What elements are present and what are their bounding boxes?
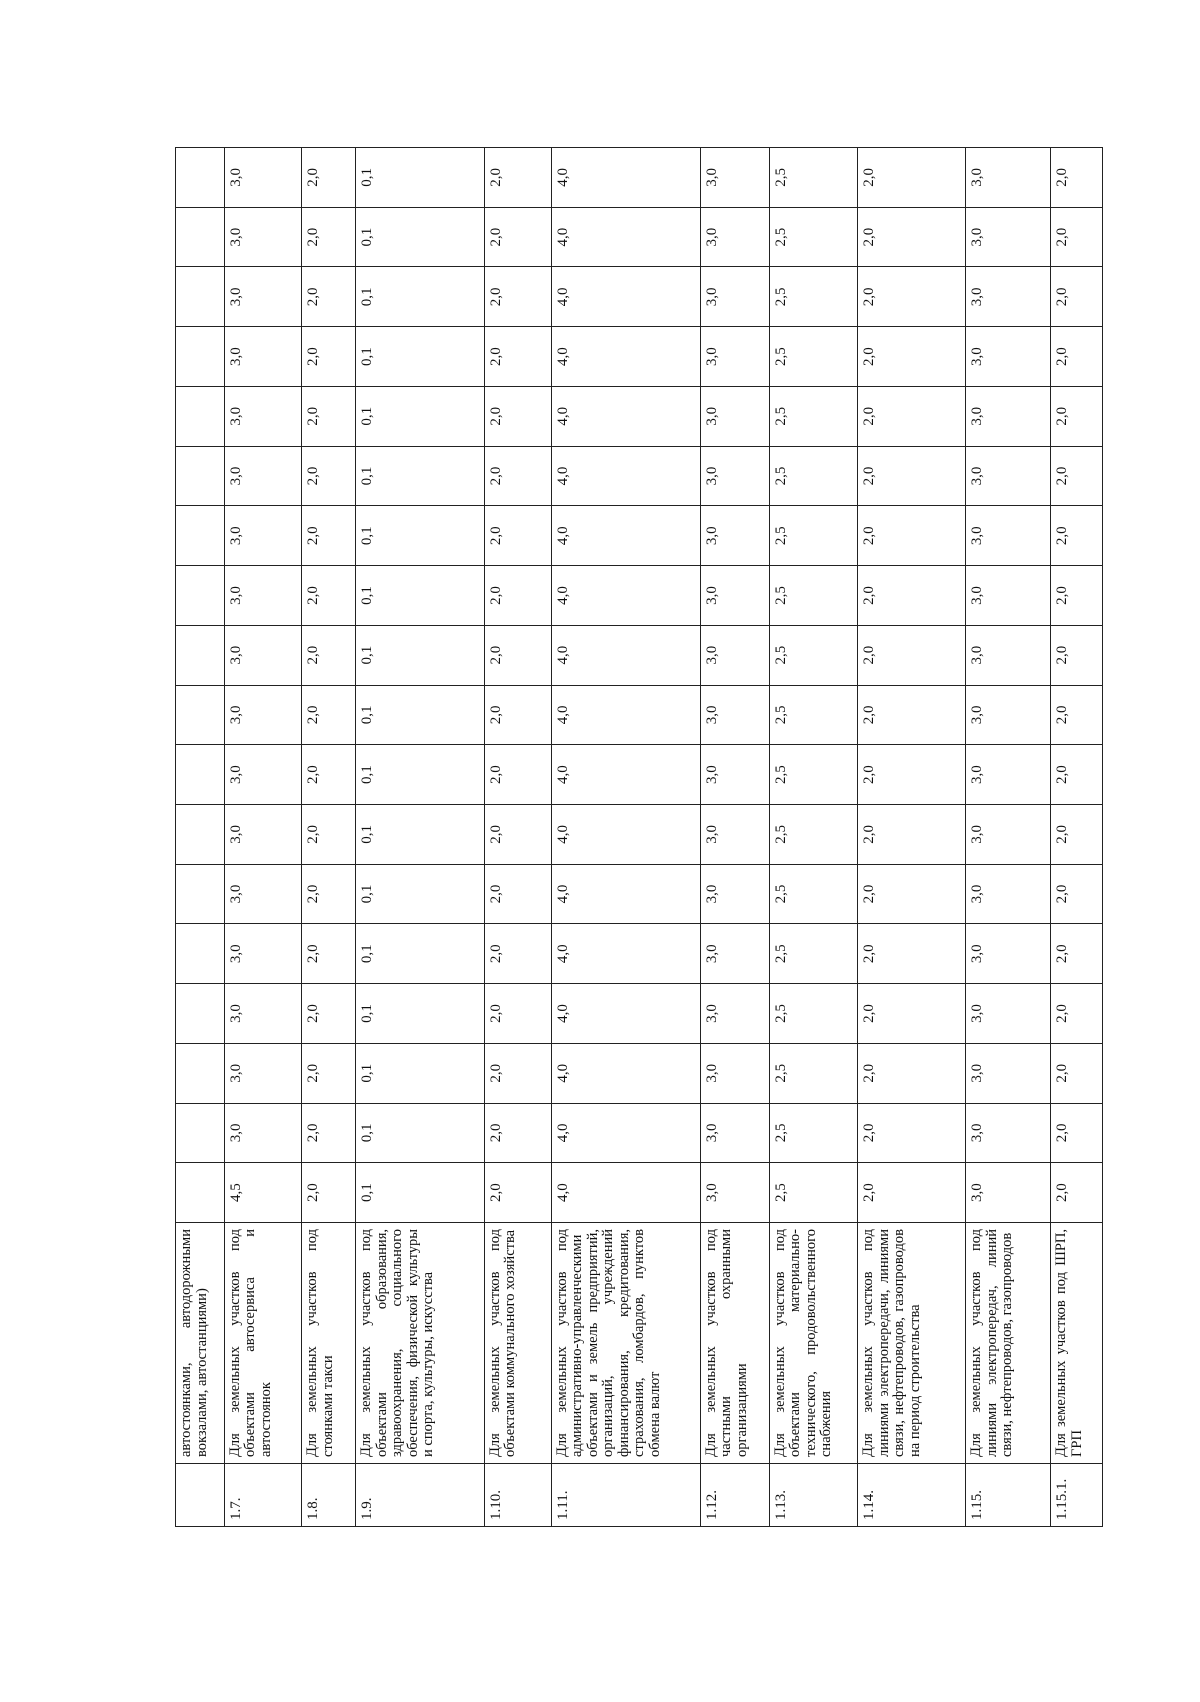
coefficient-cell: 2,0: [1051, 1163, 1103, 1223]
coefficient-cell: 2,0: [302, 148, 356, 208]
coefficient-cell: 3,0: [966, 745, 1051, 805]
coefficient-cell: 2,0: [1051, 506, 1103, 566]
coefficient-cell: 3,0: [224, 625, 301, 685]
coefficient-cell: 2,5: [769, 745, 858, 805]
coefficient-cell: 3,0: [966, 446, 1051, 506]
coefficient-cell: 0,1: [356, 1043, 485, 1103]
table-row: [176, 148, 225, 1527]
coefficient-cell: 2,0: [302, 207, 356, 267]
coefficient-cell: 3,0: [700, 864, 769, 924]
coefficient-cell: [176, 685, 225, 745]
coefficient-cell: 3,0: [966, 1163, 1051, 1223]
coefficient-cell: 2,0: [1051, 1043, 1103, 1103]
coefficient-cell: 0,1: [356, 984, 485, 1044]
coefficient-cell: 3,0: [966, 685, 1051, 745]
coefficient-cell: [176, 566, 225, 626]
coefficient-cell: 3,0: [700, 207, 769, 267]
coefficient-cell: 3,0: [224, 148, 301, 208]
coefficient-cell: 2,5: [769, 207, 858, 267]
coefficient-cell: 2,0: [858, 386, 966, 446]
coefficient-cell: 4,0: [551, 506, 700, 566]
row-number: 1.13.: [769, 1464, 858, 1527]
coefficient-cell: 0,1: [356, 804, 485, 864]
row-description: Для земельных участков под линиями электропередачи, линиями связи, нефтепроводов, газопроводов на период строительства: [858, 1223, 966, 1464]
coefficient-cell: 2,0: [858, 327, 966, 387]
coefficient-cell: 2,5: [769, 864, 858, 924]
coefficient-cell: 4,0: [551, 1163, 700, 1223]
coefficient-cell: 0,1: [356, 446, 485, 506]
coefficient-cell: 2,0: [302, 267, 356, 327]
coefficient-cell: 2,0: [302, 625, 356, 685]
coefficient-cell: 2,0: [858, 625, 966, 685]
table-row: [551, 148, 700, 1527]
row-number: 1.10.: [484, 1464, 551, 1527]
coefficient-cell: [176, 625, 225, 685]
coefficient-cell: 2,5: [769, 148, 858, 208]
coefficient-cell: 2,0: [302, 446, 356, 506]
coefficient-cell: [176, 924, 225, 984]
coefficient-cell: 0,1: [356, 267, 485, 327]
row-description: Для земельных участков под объектами коммунального хозяйства: [484, 1223, 551, 1464]
coefficient-cell: 2,0: [858, 745, 966, 805]
coefficient-cell: 3,0: [224, 327, 301, 387]
table-row: [356, 148, 485, 1527]
coefficient-cell: 3,0: [224, 1043, 301, 1103]
coefficient-cell: 2,0: [858, 924, 966, 984]
coefficient-cell: 3,0: [966, 804, 1051, 864]
coefficient-cell: 2,0: [858, 446, 966, 506]
coefficient-cell: 2,0: [1051, 148, 1103, 208]
coefficient-cell: [176, 446, 225, 506]
coefficient-cell: 2,5: [769, 1163, 858, 1223]
table-row: [224, 148, 301, 1527]
coefficient-cell: 4,0: [551, 864, 700, 924]
coefficient-cell: 0,1: [356, 685, 485, 745]
coefficient-cell: 3,0: [224, 745, 301, 805]
coefficient-cell: 2,0: [858, 1103, 966, 1163]
coefficient-cell: 3,0: [224, 446, 301, 506]
coefficient-cell: 2,0: [1051, 804, 1103, 864]
coefficient-cell: 2,0: [858, 984, 966, 1044]
coefficient-cell: 2,0: [484, 1043, 551, 1103]
row-number: 1.8.: [302, 1464, 356, 1527]
coefficient-cell: 4,0: [551, 804, 700, 864]
coefficient-cell: 3,0: [700, 685, 769, 745]
coefficient-cell: 2,0: [302, 745, 356, 805]
coefficient-cell: 3,0: [700, 1043, 769, 1103]
coefficient-cell: 3,0: [966, 267, 1051, 327]
coefficient-cell: 2,0: [1051, 1103, 1103, 1163]
coefficient-cell: [176, 1043, 225, 1103]
coefficient-cell: 3,0: [700, 267, 769, 327]
coefficient-cell: 3,0: [224, 685, 301, 745]
coefficient-cell: 2,0: [302, 984, 356, 1044]
coefficient-cell: 2,0: [1051, 327, 1103, 387]
row-description: Для земельных участков под ШРП, ГРП: [1051, 1223, 1103, 1464]
coefficient-cell: 2,0: [302, 1103, 356, 1163]
coefficient-cell: 3,0: [966, 386, 1051, 446]
coefficient-cell: 2,0: [1051, 267, 1103, 327]
coefficient-cell: 2,0: [484, 446, 551, 506]
coefficient-cell: 4,0: [551, 1103, 700, 1163]
coefficient-cell: 2,0: [484, 685, 551, 745]
coefficient-cell: 2,0: [484, 625, 551, 685]
coefficient-cell: 3,0: [700, 1103, 769, 1163]
coefficient-cell: 2,0: [302, 386, 356, 446]
coefficient-cell: 2,0: [484, 1163, 551, 1223]
coefficient-cell: 2,0: [484, 984, 551, 1044]
table-row: [769, 148, 858, 1527]
coefficient-cell: 3,0: [224, 267, 301, 327]
coefficient-cell: 3,0: [700, 924, 769, 984]
row-number: 1.12.: [700, 1464, 769, 1527]
rates-table: [175, 147, 1103, 1527]
coefficient-cell: 2,0: [858, 685, 966, 745]
coefficient-cell: 2,0: [302, 1043, 356, 1103]
coefficient-cell: 3,0: [700, 984, 769, 1044]
coefficient-cell: 3,0: [224, 984, 301, 1044]
coefficient-cell: 2,0: [1051, 446, 1103, 506]
coefficient-cell: 3,0: [700, 625, 769, 685]
coefficient-cell: 3,0: [966, 1103, 1051, 1163]
coefficient-cell: 2,5: [769, 446, 858, 506]
coefficient-cell: 2,0: [1051, 625, 1103, 685]
coefficient-cell: 4,5: [224, 1163, 301, 1223]
coefficient-cell: 0,1: [356, 625, 485, 685]
table-row: [302, 148, 356, 1527]
coefficient-cell: 4,0: [551, 386, 700, 446]
coefficient-cell: [176, 1103, 225, 1163]
row-description: Для земельных участков под линиями электропередач, линий связи, нефтепроводов, газопроводов: [966, 1223, 1051, 1464]
coefficient-cell: 2,0: [1051, 745, 1103, 805]
coefficient-cell: 3,0: [700, 446, 769, 506]
coefficient-cell: 2,0: [302, 506, 356, 566]
coefficient-cell: 0,1: [356, 506, 485, 566]
row-number: 1.7.: [224, 1464, 301, 1527]
table-row: [966, 148, 1051, 1527]
coefficient-cell: 3,0: [224, 804, 301, 864]
coefficient-cell: 3,0: [700, 804, 769, 864]
table-row: [484, 148, 551, 1527]
coefficient-cell: 0,1: [356, 1103, 485, 1163]
coefficient-cell: 2,0: [484, 148, 551, 208]
row-number: 1.11.: [551, 1464, 700, 1527]
coefficient-cell: 2,0: [484, 386, 551, 446]
coefficient-cell: 0,1: [356, 745, 485, 805]
coefficient-cell: 2,0: [1051, 864, 1103, 924]
coefficient-cell: 3,0: [966, 327, 1051, 387]
coefficient-cell: 4,0: [551, 1043, 700, 1103]
coefficient-cell: 3,0: [224, 1103, 301, 1163]
coefficient-cell: 3,0: [700, 745, 769, 805]
coefficient-cell: [176, 267, 225, 327]
coefficient-cell: 2,0: [858, 148, 966, 208]
coefficient-cell: 2,5: [769, 804, 858, 864]
coefficient-cell: [176, 864, 225, 924]
coefficient-cell: 3,0: [224, 506, 301, 566]
coefficient-cell: 2,0: [484, 566, 551, 626]
coefficient-cell: 0,1: [356, 148, 485, 208]
coefficient-cell: 3,0: [966, 1043, 1051, 1103]
coefficient-cell: 2,0: [484, 864, 551, 924]
coefficient-cell: 0,1: [356, 924, 485, 984]
coefficient-cell: [176, 386, 225, 446]
coefficient-cell: 2,5: [769, 685, 858, 745]
coefficient-cell: 3,0: [966, 506, 1051, 566]
coefficient-cell: [176, 327, 225, 387]
coefficient-cell: 2,0: [302, 566, 356, 626]
coefficient-cell: 2,0: [484, 804, 551, 864]
coefficient-cell: 2,0: [302, 804, 356, 864]
coefficient-cell: [176, 984, 225, 1044]
coefficient-cell: 2,5: [769, 984, 858, 1044]
row-description: Для земельных участков под объектами материально-технического, продовольственного снабжения: [769, 1223, 858, 1464]
coefficient-cell: 3,0: [700, 386, 769, 446]
coefficient-cell: [176, 506, 225, 566]
coefficient-cell: 4,0: [551, 148, 700, 208]
coefficient-cell: 3,0: [224, 864, 301, 924]
coefficient-cell: 2,0: [484, 506, 551, 566]
coefficient-cell: 2,0: [484, 327, 551, 387]
row-description: автостоянками, автодорожными вокзалами, автостанциями): [176, 1223, 225, 1464]
row-number: 1.15.: [966, 1464, 1051, 1527]
coefficient-cell: 4,0: [551, 685, 700, 745]
coefficient-cell: 2,0: [484, 267, 551, 327]
coefficient-cell: 2,5: [769, 625, 858, 685]
coefficient-cell: 3,0: [224, 386, 301, 446]
row-description: Для земельных участков под административно-управленческими объектами и земель предприятий, организаций, учреждений финансирования, кредитования, страхования, ломбардов, пунктов обмена валют: [551, 1223, 700, 1464]
coefficient-cell: 2,5: [769, 267, 858, 327]
coefficient-cell: 0,1: [356, 566, 485, 626]
coefficient-cell: 0,1: [356, 327, 485, 387]
coefficient-cell: 3,0: [966, 864, 1051, 924]
coefficient-cell: 2,0: [484, 1103, 551, 1163]
coefficient-cell: 0,1: [356, 1163, 485, 1223]
coefficient-cell: [176, 745, 225, 805]
coefficient-cell: 2,0: [1051, 207, 1103, 267]
coefficient-cell: 2,0: [858, 506, 966, 566]
coefficient-cell: 3,0: [966, 924, 1051, 984]
coefficient-cell: 2,0: [1051, 924, 1103, 984]
coefficient-cell: 2,0: [484, 924, 551, 984]
coefficient-cell: 4,0: [551, 924, 700, 984]
coefficient-cell: 2,0: [302, 327, 356, 387]
coefficient-cell: 2,0: [484, 207, 551, 267]
coefficient-cell: 4,0: [551, 446, 700, 506]
coefficient-cell: 3,0: [700, 1163, 769, 1223]
row-number: 1.15.1.: [1051, 1464, 1103, 1527]
coefficient-cell: 2,0: [858, 207, 966, 267]
coefficient-cell: 4,0: [551, 207, 700, 267]
coefficient-cell: [176, 804, 225, 864]
coefficient-cell: 2,0: [302, 1163, 356, 1223]
coefficient-cell: 3,0: [966, 148, 1051, 208]
row-description: Для земельных участков под объектами автосервиса и автостоянок: [224, 1223, 301, 1464]
coefficient-cell: 2,0: [858, 267, 966, 327]
coefficient-cell: 2,5: [769, 506, 858, 566]
coefficient-cell: 2,0: [858, 1043, 966, 1103]
table-row: [1051, 148, 1103, 1527]
coefficient-cell: 2,5: [769, 386, 858, 446]
coefficient-cell: 3,0: [700, 566, 769, 626]
coefficient-cell: 2,5: [769, 924, 858, 984]
coefficient-cell: 2,0: [484, 745, 551, 805]
coefficient-cell: 3,0: [224, 207, 301, 267]
coefficient-cell: 2,5: [769, 1103, 858, 1163]
coefficient-cell: 3,0: [224, 924, 301, 984]
coefficient-cell: 0,1: [356, 386, 485, 446]
row-number: 1.9.: [356, 1464, 485, 1527]
coefficient-cell: 3,0: [966, 207, 1051, 267]
coefficient-cell: 2,5: [769, 566, 858, 626]
row-number: 1.14.: [858, 1464, 966, 1527]
coefficient-cell: 2,0: [302, 864, 356, 924]
coefficient-cell: 3,0: [700, 506, 769, 566]
coefficient-cell: [176, 148, 225, 208]
coefficient-cell: 3,0: [966, 625, 1051, 685]
coefficient-cell: 3,0: [700, 327, 769, 387]
coefficient-cell: 2,0: [1051, 566, 1103, 626]
row-number: [176, 1464, 225, 1527]
coefficient-cell: 4,0: [551, 267, 700, 327]
coefficient-cell: 3,0: [966, 566, 1051, 626]
coefficient-cell: 0,1: [356, 864, 485, 924]
rates-table-body: [176, 148, 1103, 1527]
table-row: [700, 148, 769, 1527]
coefficient-cell: 3,0: [700, 148, 769, 208]
coefficient-cell: 2,5: [769, 327, 858, 387]
row-description: Для земельных участков под объектами образования, здравоохранения, социального обеспечения, физической культуры и спорта, культуры, искусства: [356, 1223, 485, 1464]
coefficient-cell: 4,0: [551, 745, 700, 805]
coefficient-cell: 4,0: [551, 625, 700, 685]
coefficient-cell: 2,0: [858, 804, 966, 864]
coefficient-cell: [176, 1163, 225, 1223]
coefficient-cell: 2,0: [1051, 685, 1103, 745]
coefficient-cell: 3,0: [966, 984, 1051, 1044]
coefficient-cell: 2,0: [302, 924, 356, 984]
table-row: [858, 148, 966, 1527]
coefficient-cell: 2,0: [858, 864, 966, 924]
row-description: Для земельных участков под стоянками такси: [302, 1223, 356, 1464]
coefficient-cell: 4,0: [551, 566, 700, 626]
coefficient-cell: 2,0: [1051, 386, 1103, 446]
coefficient-cell: 2,0: [1051, 984, 1103, 1044]
coefficient-cell: 2,0: [302, 685, 356, 745]
rotated-table-container: [175, 147, 1103, 1527]
coefficient-cell: 3,0: [224, 566, 301, 626]
coefficient-cell: [176, 207, 225, 267]
coefficient-cell: 2,5: [769, 1043, 858, 1103]
coefficient-cell: 4,0: [551, 327, 700, 387]
coefficient-cell: 2,0: [858, 1163, 966, 1223]
coefficient-cell: 4,0: [551, 984, 700, 1044]
coefficient-cell: 2,0: [858, 566, 966, 626]
coefficient-cell: 0,1: [356, 207, 485, 267]
row-description: Для земельных участков под частными охранными организациями: [700, 1223, 769, 1464]
